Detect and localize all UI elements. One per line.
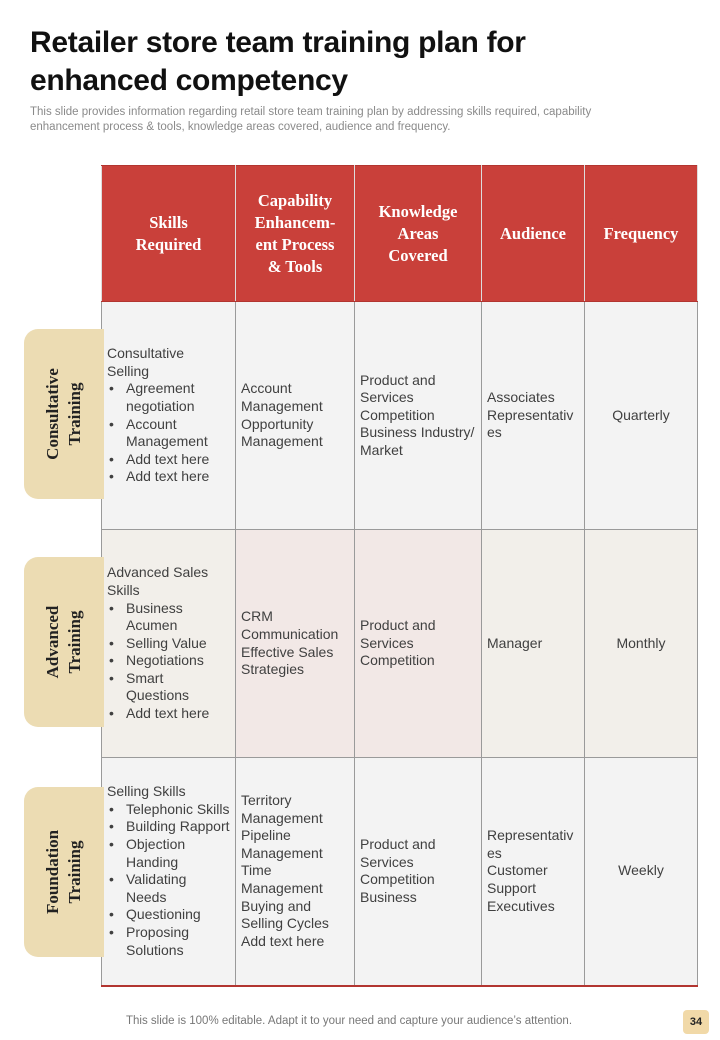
knowledge-cell xyxy=(355,758,482,986)
capability-item: Territory Management xyxy=(241,792,323,826)
list-item: • Account Management xyxy=(107,416,230,451)
list-item: • Validating Needs xyxy=(107,871,230,906)
header-frequency xyxy=(585,166,698,302)
list-item: • Add text here xyxy=(107,468,230,486)
capability-item: Effective Sales Strategies xyxy=(241,643,334,678)
capability-cell xyxy=(236,530,355,758)
frequency-cell: Weekly xyxy=(585,758,698,986)
row-label-text xyxy=(42,830,86,914)
row-label-line: Advanced xyxy=(43,605,62,679)
list-item: • Questioning xyxy=(107,906,230,924)
list-item: • Selling Value xyxy=(107,635,230,653)
row-label-consultative-training xyxy=(24,329,104,499)
header-capability xyxy=(236,166,355,302)
header-text: Required xyxy=(135,234,202,254)
list-item: • Add text here xyxy=(107,705,230,723)
audience-item: Manager xyxy=(487,634,543,651)
capability-item: Buying and Selling Cycles xyxy=(241,897,329,932)
audience-item: Representativ es xyxy=(487,827,574,861)
skills-title: Skills xyxy=(107,581,140,598)
capability-item: Opportunity Management xyxy=(241,415,323,450)
header-text: ent Process xyxy=(255,234,335,254)
knowledge-item: Business xyxy=(360,888,417,905)
skills-cell xyxy=(102,302,236,530)
header-text: Knowledge xyxy=(378,201,458,221)
row-label-line: Training xyxy=(65,382,84,446)
capability-item: Account Management xyxy=(241,380,323,414)
knowledge-item: Product and Services xyxy=(360,617,436,651)
header-knowledge-areas xyxy=(355,166,482,302)
header-text: Enhancem- xyxy=(254,212,336,232)
page-subtitle xyxy=(30,105,670,135)
header-text: Frequency xyxy=(603,223,679,243)
skills-list xyxy=(107,600,230,723)
header-text: & Tools xyxy=(267,256,323,276)
row-label-foundation-training xyxy=(24,787,104,957)
row-label-line: Consultative xyxy=(43,368,62,460)
row-label-line: Training xyxy=(65,610,84,674)
list-item: • Agreement negotiation xyxy=(107,380,230,415)
row-label-line: Foundation xyxy=(43,829,62,915)
row-label-line: Training xyxy=(65,840,84,904)
capability-cell xyxy=(236,758,355,986)
header-text: Audience xyxy=(500,223,566,243)
header-skills-required xyxy=(102,166,236,302)
list-item: • Smart Questions xyxy=(107,670,230,705)
skills-cell xyxy=(102,530,236,758)
table-row xyxy=(102,530,698,758)
knowledge-item: Business Industry/ Market xyxy=(360,424,475,458)
knowledge-cell xyxy=(355,530,482,758)
skills-cell xyxy=(102,758,236,986)
header-audience xyxy=(482,166,585,302)
capability-cell xyxy=(236,302,355,530)
skills-list xyxy=(107,380,230,486)
training-plan-table xyxy=(101,165,698,987)
header-text: Capability xyxy=(257,190,333,210)
knowledge-item: Competition xyxy=(360,406,435,423)
capability-item: Time Management xyxy=(241,862,323,897)
list-item: • Negotiations xyxy=(107,652,230,670)
table-header-row xyxy=(102,166,698,302)
capability-item: CRM xyxy=(241,608,273,625)
page-subtitle-line-2: enhancement process & tools, knowledge areas covered, audience and frequency. xyxy=(30,121,451,133)
page-title-line-2: enhanced competency xyxy=(30,64,348,97)
audience-item: Associates Representativ es xyxy=(487,389,574,441)
knowledge-item: Competition xyxy=(360,652,435,669)
capability-item: Communication xyxy=(241,625,339,642)
list-item: • Proposing Solutions xyxy=(107,924,230,959)
frequency-cell: Quarterly xyxy=(585,302,698,530)
knowledge-cell xyxy=(355,302,482,530)
row-label-advanced-training xyxy=(24,557,104,727)
skills-title: Selling Skills xyxy=(107,783,186,800)
page-title xyxy=(30,24,690,100)
list-item: • Add text here xyxy=(107,451,230,469)
audience-cell xyxy=(482,758,585,986)
skills-list xyxy=(107,801,230,959)
page-number-badge: 34 xyxy=(683,1010,709,1034)
audience-item: Customer Support Executives xyxy=(487,862,555,914)
footer-note: This slide is 100% editable. Adapt it to your need and capture your audience’s attention. xyxy=(126,1015,573,1027)
list-item: • Business Acumen xyxy=(107,600,230,635)
header-text: Areas xyxy=(397,223,439,243)
list-item: • Building Rapport xyxy=(107,818,230,836)
header-text: Covered xyxy=(388,245,448,265)
list-item: • Telephonic Skills xyxy=(107,801,230,819)
frequency-cell: Monthly xyxy=(585,530,698,758)
audience-cell xyxy=(482,530,585,758)
page-title-line-1: Retailer store team training plan for xyxy=(30,26,526,59)
list-item: • Objection Handing xyxy=(107,836,230,871)
table-row xyxy=(102,302,698,530)
knowledge-item: Product and Services xyxy=(360,836,436,870)
knowledge-item: Competition xyxy=(360,871,435,888)
capability-item: Pipeline Management xyxy=(241,827,323,861)
skills-title: Advanced Sales xyxy=(107,564,209,581)
audience-cell xyxy=(482,302,585,530)
capability-item: Add text here xyxy=(241,932,325,949)
row-label-text xyxy=(42,368,86,460)
row-label-text xyxy=(42,606,86,679)
skills-title: Consultative xyxy=(107,345,185,362)
header-text: Skills xyxy=(149,212,188,232)
skills-title: Selling xyxy=(107,362,150,379)
page-subtitle-line-1: This slide provides information regarding retail store team training plan by addressing skills required, capability xyxy=(30,106,592,118)
knowledge-item: Product and Services xyxy=(360,371,436,406)
table-row xyxy=(102,758,698,986)
